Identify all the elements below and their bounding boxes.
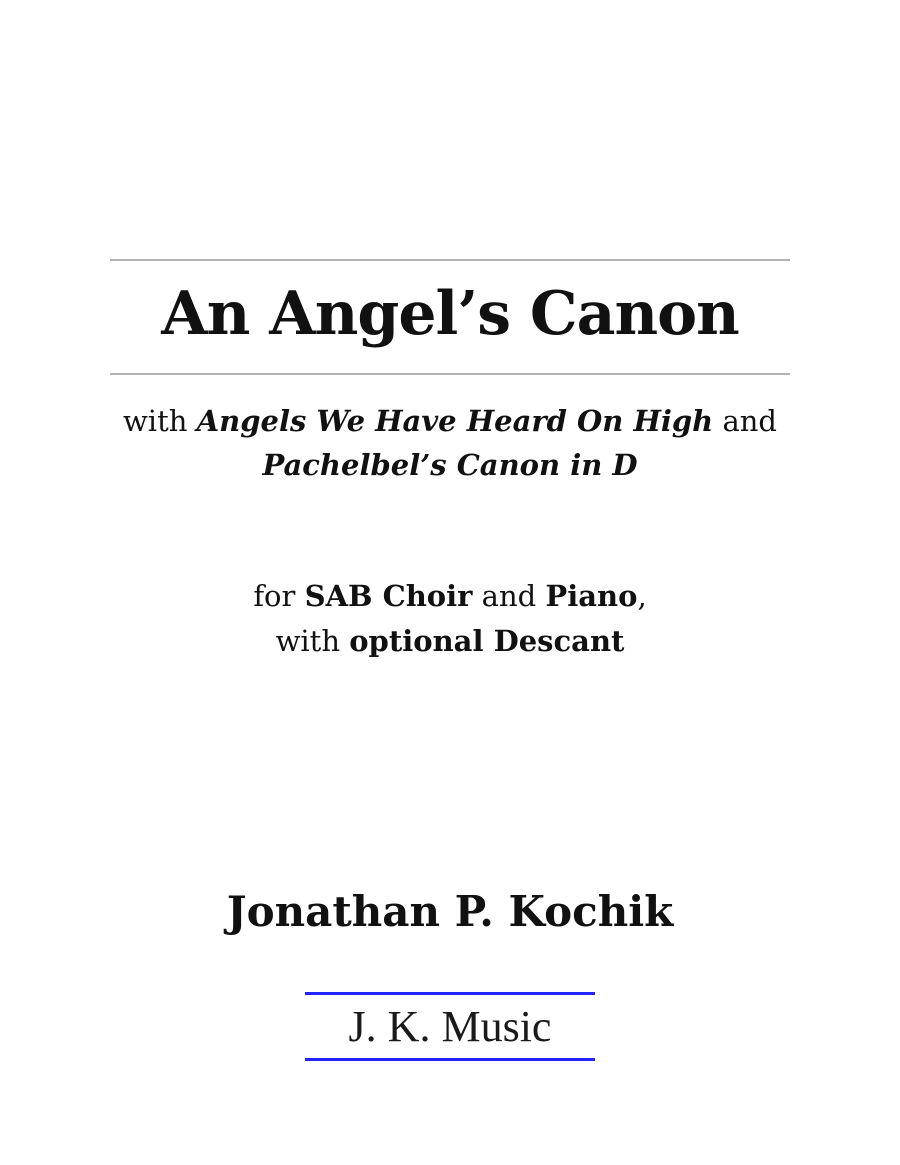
subtitle-connector: and	[713, 404, 777, 438]
publisher-logo	[305, 992, 595, 1061]
subtitle-prefix: with	[122, 404, 197, 438]
instrumentation-comma: ,	[637, 579, 647, 613]
subtitle	[0, 399, 900, 487]
instrumentation-instrument: Piano	[545, 579, 638, 613]
subtitle-work-2: Pachelbel’s Canon in D	[262, 448, 638, 482]
piece-title: An Angel’s Canon	[161, 279, 739, 349]
subtitle-work-1: Angels We Have Heard On High	[196, 404, 714, 438]
instrumentation-and: and	[472, 579, 546, 613]
instrumentation-with: with	[275, 624, 350, 658]
instrumentation	[0, 574, 900, 664]
composer-name: Jonathan P. Kochik	[226, 887, 674, 936]
instrumentation-for: for	[253, 579, 305, 613]
title-divider-bottom	[110, 373, 790, 375]
title-divider-top	[110, 259, 790, 261]
instrumentation-ensemble: SAB Choir	[304, 579, 473, 613]
publisher-name: J. K. Music	[348, 1002, 552, 1051]
instrumentation-optional-descant: optional Descant	[349, 624, 625, 658]
